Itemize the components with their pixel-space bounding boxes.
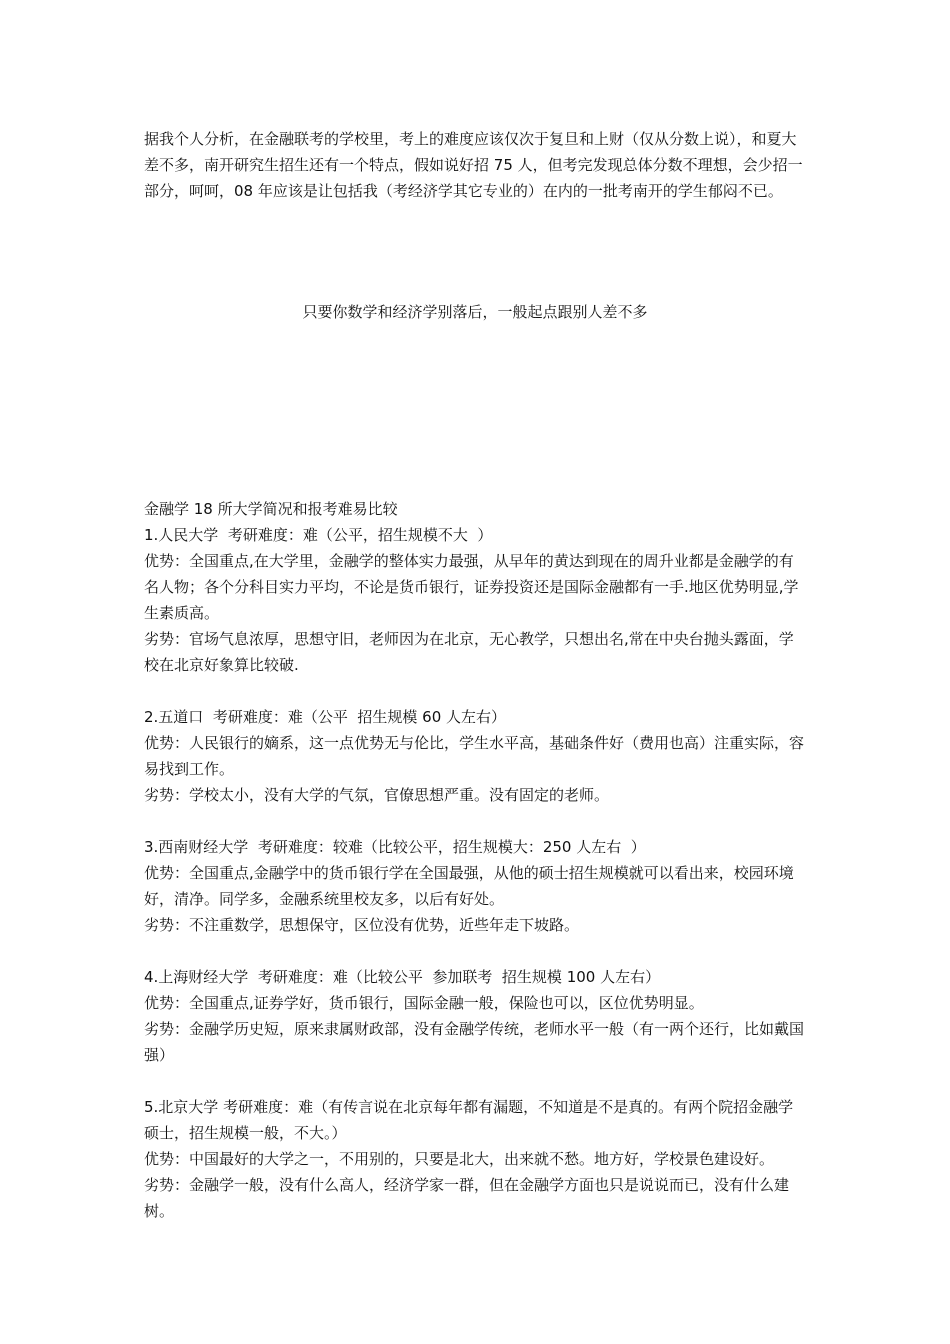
school-heading: 5.北京大学 考研难度：难（有传言说在北京每年都有漏题，不知道是不是真的。有两个院招金融学硕士，招生规模一般，不大。） [144, 1098, 794, 1142]
school-pros: 优势：全国重点,证券学好，货币银行，国际金融一般，保险也可以，区位优势明显。 [144, 994, 704, 1012]
school-entry-4 [144, 964, 808, 1068]
center-line: 只要你数学和经济学别落后，一般起点跟别人差不多 [302, 303, 648, 321]
school-entry-5 [144, 1094, 808, 1224]
school-pros: 优势：人民银行的嫡系，这一点优势无与伦比，学生水平高，基础条件好（费用也高）注重实际，容易找到工作。 [144, 734, 805, 778]
school-comparison-section [144, 496, 808, 1250]
school-entry-1 [144, 522, 808, 678]
school-heading: 3.西南财经大学 考研难度：较难（比较公平，招生规模大：250 人左右 ） [144, 838, 646, 856]
school-cons: 劣势：不注重数学，思想保守，区位没有优势，近些年走下坡路。 [144, 916, 580, 934]
school-heading: 4.上海财经大学 考研难度：难（比较公平 参加联考 招生规模 100 人左右） [144, 968, 661, 986]
section-title: 金融学 18 所大学简况和报考难易比较 [144, 500, 398, 518]
school-cons: 劣势：金融学历史短，原来隶属财政部，没有金融学传统，老师水平一般（有一两个还行，比如戴国强） [144, 1020, 805, 1064]
school-pros: 优势：全国重点,金融学中的货币银行学在全国最强，从他的硕士招生规模就可以看出来，校园环境好，清净。同学多，金融系统里校友多，以后有好处。 [144, 864, 794, 908]
school-cons: 劣势：官场气息浓厚，思想守旧，老师因为在北京，无心教学，只想出名,常在中央台抛头露面，学校在北京好象算比较破. [144, 630, 794, 674]
school-entry-2 [144, 704, 808, 808]
school-heading: 1.人民大学 考研难度：难（公平，招生规模不大 ） [144, 526, 493, 544]
school-cons: 劣势：金融学一般，没有什么高人，经济学家一群，但在金融学方面也只是说说而已，没有什么建树。 [144, 1176, 790, 1220]
intro-paragraph: 据我个人分析，在金融联考的学校里，考上的难度应该仅次于复旦和上财（仅从分数上说），和夏大差不多，南开研究生招生还有一个特点，假如说好招 75 人，但考完发现总体分数不理想，会少招一部分，呵呵，08 年应该是让包括我（考经济学其它专业的）在内的一批考南开的学生郁闷不已。 [144, 130, 803, 200]
school-cons: 劣势：学校太小，没有大学的气氛，官僚思想严重。没有固定的老师。 [144, 786, 610, 804]
school-pros: 优势：中国最好的大学之一，不用别的，只要是北大，出来就不愁。地方好，学校景色建设好。 [144, 1150, 775, 1168]
school-heading: 2.五道口 考研难度：难（公平 招生规模 60 人左右） [144, 708, 507, 726]
school-entry-3 [144, 834, 808, 938]
school-pros: 优势：全国重点,在大学里，金融学的整体实力最强，从早年的黄达到现在的周升业都是金融学的有名人物；各个分科目实力平均，不论是货币银行，证券投资还是国际金融都有一手.地区优势明显,学生素质高。 [144, 552, 799, 622]
